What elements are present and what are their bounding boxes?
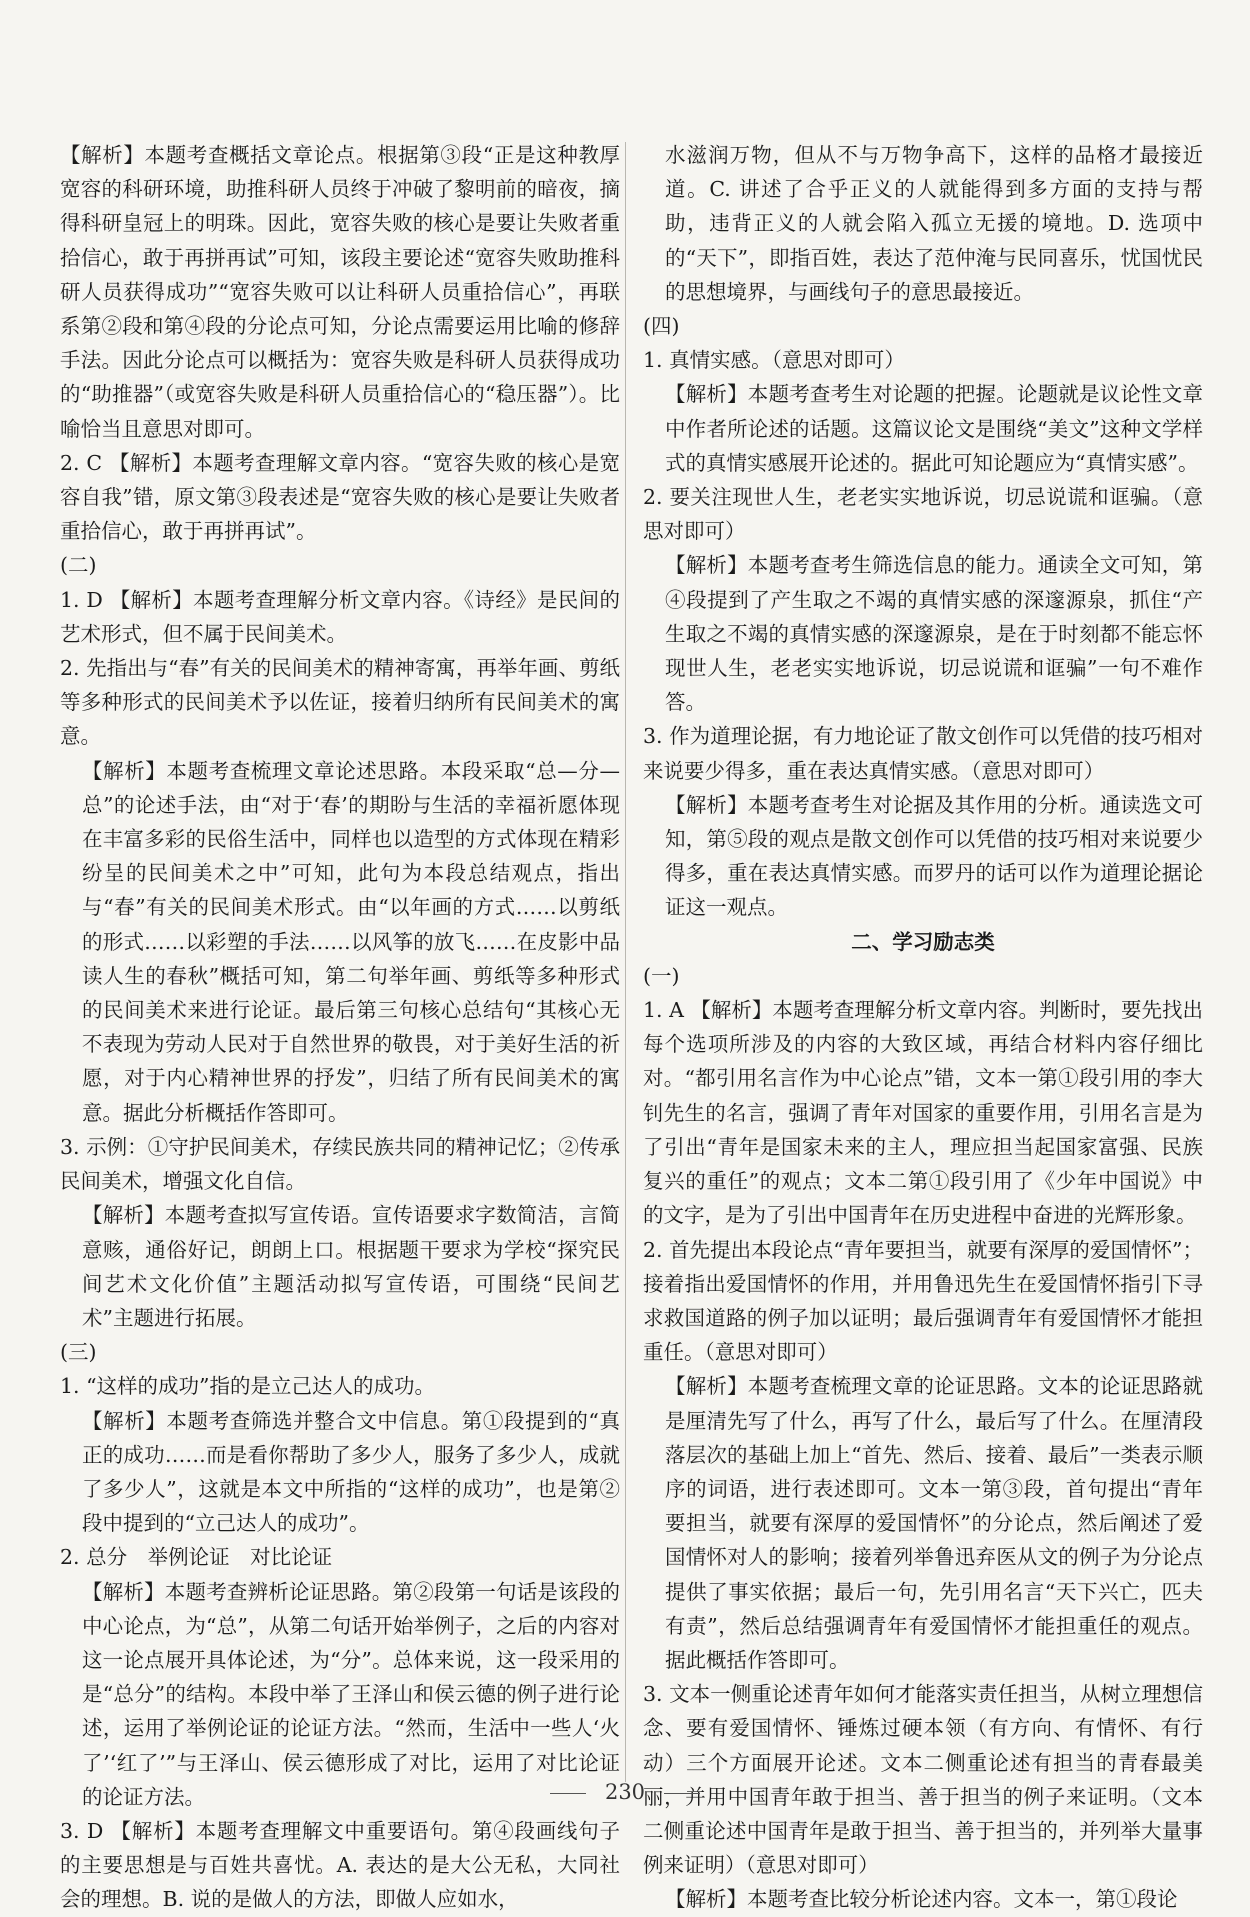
left-para-7: 3. 示例：①守护民间美术，存续民族共同的精神记忆；②传承民间美术，增强文化自信。 xyxy=(60,1134,620,1194)
left-para-14: 3. D 【解析】本题考查理解文中重要语句。第④段画线句子的主要思想是与百姓共喜忧。A. 表达的是大公无私，大同社会的理想。B. 说的是做人的方法，即做人应如水， xyxy=(60,1818,620,1912)
section-heading-3: (三) xyxy=(60,1340,97,1365)
column-divider xyxy=(625,142,626,1782)
left-para-11: 【解析】本题考查筛选并整合文中信息。第①段提到的“真正的成功……而是看你帮助了多少人，服务了多少人，成就了多少人”，这就是本文中所指的“这样的成功”，也是第②段中提到的“立己达人的成功”。 xyxy=(82,1408,620,1536)
right-para-6: 【解析】本题考查考生筛选信息的能力。通读全文可知，第④段提到了产生取之不竭的真情实感的深邃源泉，抓住“产生取之不竭的真情实感的深邃源泉，是在于时刻都不能忘怀现世人生，老老实实地诉说，切忌说谎和诓骗”一句不难作答。 xyxy=(665,553,1203,715)
right-para-5: 2. 要关注现世人生，老老实实地诉说，切忌说谎和诓骗。（意思对即可） xyxy=(643,485,1203,544)
right-para-12: 2. 首先提出本段论点“青年要担当，就要有深厚的爱国情怀”；接着指出爱国情怀的作用，并用鲁迅先生在爱国情怀指引下寻求救国道路的例子加以证明；最后强调青年有爱国情怀才能担重任。（意思对即可） xyxy=(643,1237,1203,1365)
left-para-13: 【解析】本题考查辨析论证思路。第②段第一句话是该段的中心论点，为“总”，从第二句话开始举例子，之后的内容对这一论点展开具体论述，为“分”。总体来说，这一段采用的是“总分”的结构。本段中举了王泽山和侯云德的例子进行论述，运用了举例论证的论证方法。“然而，生活中一些人‘火了’‘红了’”与王泽山、侯云德形成了对比，运用了对比论证的论证方法。 xyxy=(82,1579,620,1809)
left-para-6: 【解析】本题考查梳理文章论述思路。本段采取“总—分—总”的论述手法，由“对于‘春’的期盼与生活的幸福祈愿体现在丰富多彩的民俗生活中，同样也以造型的方式体现在精彩纷呈的民间美术之中”可知，此句为本段总结观点，指出与“春”有关的民间美术形式。由“以年画的方式……以剪纸的形式……以彩塑的手法……以风筝的放飞……在皮影中品读人生的春秋”概括可知，第二句举年画、剪纸等多种形式的民间美术来进行论证。最后第三句核心总结句“其核心无不表现为劳动人民对于自然世界的敬畏，对于美好生活的祈愿，对于内心精神世界的抒发”，归结了所有民间美术的寓意。据此分析概括作答即可。 xyxy=(82,758,620,1125)
footer-dash-left xyxy=(550,1793,586,1794)
left-para-8: 【解析】本题考查拟写宣传语。宣传语要求字数简洁，言简意赅，通俗好记，朗朗上口。根据题干要求为学校“探究民间艺术文化价值”主题活动拟写宣传语，可围绕“民间艺术”主题进行拓展。 xyxy=(82,1203,620,1330)
section-heading-4: (四) xyxy=(643,314,680,339)
page-footer xyxy=(0,1780,1250,1804)
left-para-4: 1. D 【解析】本题考查理解分析文章内容。《诗经》是民间的艺术形式，但不属于民间美术。 xyxy=(60,587,620,646)
left-para-2: 2. C 【解析】本题考查理解文章内容。“宽容失败的核心是宽容自我”错，原文第③段表述是“宽容失败的核心是要让失败者重拾信心，敢于再拼再试”。 xyxy=(60,450,620,544)
page-number: 230 xyxy=(604,1780,646,1804)
left-para-5: 2. 先指出与“春”有关的民间美术的精神寄寓，再举年画、剪纸等多种形式的民间美术予以佐证，接着归纳所有民间美术的寓意。 xyxy=(60,656,620,749)
right-para-11: 1. A 【解析】本题考查理解分析文章内容。判断时，要先找出每个选项所涉及的内容的大致区域，再结合材料内容仔细比对。“都引用名言作为中心论点”错，文本一第①段引用的李大钊先生的名言，强调了青年对国家的重要作用，引用名言是为了引出“青年是国家未来的主人，理应担当起国家富强、民族复兴的重任”的观点；文本二第①段引用了《少年中国说》中的文字，是为了引出中国青年在历史进程中奋进的光辉形象。 xyxy=(643,998,1203,1228)
right-column xyxy=(643,138,1203,1917)
section-heading-2: (二) xyxy=(60,553,97,578)
left-column xyxy=(60,138,620,1917)
left-para-10: 1. “这样的成功”指的是立己达人的成功。 xyxy=(60,1374,436,1399)
right-para-15: 【解析】本题考查比较分析论述内容。文本一，第①段论 xyxy=(665,1887,1178,1912)
right-para-1: 水滋润万物，但从不与万物争高下，这样的品格才最接近道。C. 讲述了合乎正义的人就能得到多方面的支持与帮助，违背正义的人就会陷入孤立无援的境地。D. 选项中的“天下”，即指百姓，表达了范仲淹与民同喜乐，忧国忧民的思想境界，与画线句子的意思最接近。 xyxy=(665,143,1203,304)
right-para-14: 3. 文本一侧重论述青年如何才能落实责任担当，从树立理想信念、要有爱国情怀、锤炼过硬本领（有方向、有情怀、有行动）三个方面展开论述。文本二侧重论述有担当的青春最美丽，并用中国青年敢于担当、善于担当的例子来证明。（文本二侧重论述中国青年是敢于担当、善于担当的，并列举大量事例来证明）（意思对即可） xyxy=(643,1682,1203,1878)
right-para-8: 【解析】本题考查考生对论据及其作用的分析。通读选文可知，第⑤段的观点是散文创作可以凭借的技巧相对来说要少得多，重在表达真情实感。而罗丹的话可以作为道理论据论证这一观点。 xyxy=(665,792,1203,920)
left-para-12: 2. 总分 举例论证 对比论证 xyxy=(60,1545,333,1570)
right-para-7: 3. 作为道理论据，有力地论证了散文创作可以凭借的技巧相对来说要少得多，重在表达真情实感。（意思对即可） xyxy=(643,724,1203,783)
section-heading-1: (一) xyxy=(643,963,680,988)
footer-dash-right xyxy=(664,1793,700,1794)
left-para-1: 【解析】本题考查概括文章论点。根据第③段“正是这种教厚宽容的科研环境，助推科研人员终于冲破了黎明前的暗夜，摘得科研皇冠上的明珠。因此，宽容失败的核心是要让失败者重拾信心，敢于再拼再试”可知，该段主要论述“宽容失败助推科研人员获得成功”“宽容失败可以让科研人员重拾信心”，再联系第②段和第④段的分论点可知，分论点需要运用比喻的修辞手法。因此分论点可以概括为：宽容失败是科研人员获得成功的“助推器”（或宽容失败是科研人员重拾信心的“稳压器”）。比喻恰当且意思对即可。 xyxy=(60,143,620,441)
category-heading: 二、学习励志类 xyxy=(851,929,995,954)
right-para-4: 【解析】本题考查考生对论题的把握。论题就是议论性文章中作者所论述的话题。这篇议论文是围绕“美文”这种文学样式的真情实感展开论述的。据此可知论题应为“真情实感”。 xyxy=(665,382,1203,475)
right-para-13: 【解析】本题考查梳理文章的论证思路。文本的论证思路就是厘清先写了什么，再写了什么，最后写了什么。在厘清段落层次的基础上加上“首先、然后、接着、最后”一类表示顺序的词语，进行表述即可。文本一第③段，首句提出“青年要担当，就要有深厚的爱国情怀”的分论点，然后阐述了爱国情怀对人的影响；接着列举鲁迅弃医从文的例子为分论点提供了事实依据；最后一句，先引用名言“天下兴亡，匹夫有责”，然后总结强调青年有爱国情怀才能担重任的观点。据此概括作答即可。 xyxy=(665,1374,1203,1672)
right-para-3: 1. 真情实感。（意思对即可） xyxy=(643,348,905,373)
